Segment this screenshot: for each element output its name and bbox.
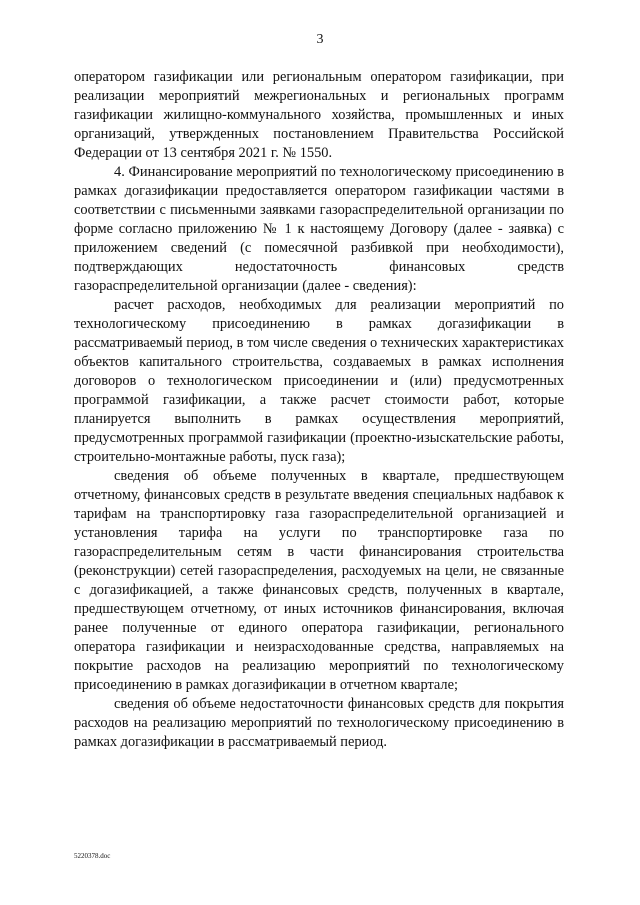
paragraph-item-4: 4. Финансирование мероприятий по технологическому присоединению в рамках догазификации предоставляется оператором газификации частями в соответствии с письменными заявками газораспределительной организации по форме согласно приложению № 1 к настоящему Договору (далее - заявка) с приложением сведений (с помесячной разбивкой при необходимости), подтверждающих недостаточность финансовых средств газораспределительной организации (далее - сведения): <box>74 164 564 294</box>
document-body <box>74 68 564 752</box>
paragraph-insufficiency: сведения об объеме недостаточности финансовых средств для покрытия расходов на реализацию мероприятий по технологическому присоединению в рамках догазификации в рассматриваемый период. <box>74 696 564 750</box>
footer-document-code: 5220378.doc <box>74 852 111 860</box>
paragraph-received-funds: сведения об объеме полученных в квартале, предшествующем отчетному, финансовых средств в результате введения специальных надбавок к тарифам на транспортировку газа газораспределительной организацией и установления тарифа на услуги по транспортировке газа по газораспределительным сетям в части финансирования строительства (реконструкции) сетей газораспределения, расходуемых на цели, не связанные с догазификацией, а также финансовых средств, полученных в квартале, предшествующем отчетному, от иных источников финансирования, включая ранее полученные от единого оператора газификации, регионального оператора газификации и неизрасходованные средства, направляемых на покрытие расходов на реализацию мероприятий по технологическому присоединению в рамках догазификации в отчетном квартале; <box>74 468 564 693</box>
paragraph-continuation: оператором газификации или региональным оператором газификации, при реализации мероприятий межрегиональных и региональных программ газификации жилищно-коммунального хозяйства, промышленных и иных организаций, утвержденных постановлением Правительства Российской Федерации от 13 сентября 2021 г. № 1550. <box>74 69 564 161</box>
page-number: 3 <box>316 32 324 47</box>
paragraph-expense-calculation: расчет расходов, необходимых для реализации мероприятий по технологическому присоединению в рамках догазификации в рассматриваемый период, в том числе сведения о технических характеристиках объектов капитального строительства, создаваемых в рамках исполнения договоров о технологическом присоединении и (или) предусмотренных программой газификации, а также расчет стоимости работ, которые планируется выполнить в рамках осуществления мероприятий, предусмотренных программой газификации (проектно-изыскательские работы, строительно-монтажные работы, пуск газа); <box>74 297 564 465</box>
